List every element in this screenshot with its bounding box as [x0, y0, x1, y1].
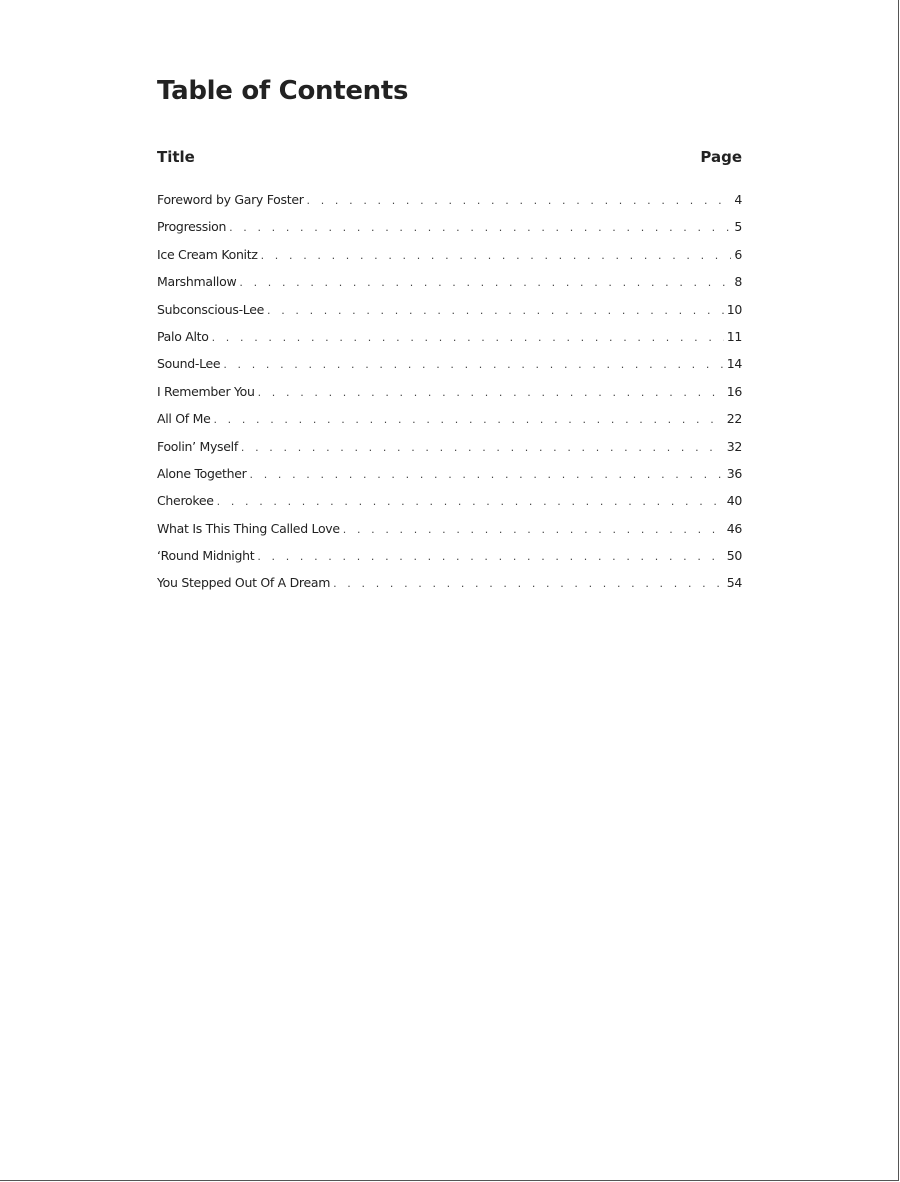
entry-title: What Is This Thing Called Love	[157, 520, 340, 536]
toc-entry	[157, 466, 742, 493]
entry-page: 6	[734, 246, 742, 262]
page-title: Table of Contents	[157, 76, 409, 106]
entry-title: Palo Alto	[157, 328, 209, 344]
entry-page: 46	[726, 520, 742, 536]
entry-title: Marshmallow	[157, 274, 237, 290]
entry-title: ‘Round Midnight	[157, 548, 255, 564]
dot-leader	[241, 441, 724, 454]
toc-entry	[157, 247, 742, 274]
entry-page: 11	[726, 328, 742, 344]
entry-title: Progression	[157, 219, 227, 235]
dot-leader	[223, 358, 723, 371]
entry-title: All Of Me	[157, 411, 211, 427]
toc-entry	[157, 192, 742, 219]
dot-leader	[217, 495, 724, 508]
dot-leader	[250, 468, 724, 481]
toc-entry	[157, 493, 742, 520]
entry-title: Alone Together	[157, 465, 247, 481]
entry-title: Foreword by Gary Foster	[157, 192, 304, 207]
dot-leader	[267, 304, 724, 317]
toc-entry	[157, 548, 742, 575]
toc-entry	[157, 439, 742, 466]
entry-page: 54	[726, 575, 742, 591]
page-column-label: Page	[700, 148, 742, 166]
toc-entry	[157, 302, 742, 329]
entry-page: 16	[726, 383, 742, 399]
entry-page: 32	[726, 438, 742, 454]
entry-title: Cherokee	[157, 493, 214, 509]
toc-list	[157, 192, 742, 603]
toc-column-header	[157, 148, 742, 166]
entry-title: Foolin’ Myself	[157, 438, 238, 454]
toc-entry	[157, 356, 742, 383]
dot-leader	[239, 276, 731, 289]
toc-entry	[157, 384, 742, 411]
toc-entry	[157, 219, 742, 246]
dot-leader	[258, 386, 724, 399]
dot-leader	[307, 194, 732, 207]
entry-page: 40	[726, 493, 742, 509]
title-column-label: Title	[157, 148, 195, 166]
entry-page: 22	[726, 411, 742, 427]
entry-title: I Remember You	[157, 383, 255, 399]
toc-entry	[157, 521, 742, 548]
toc-entry	[157, 411, 742, 438]
entry-page: 4	[734, 192, 742, 207]
toc-entry	[157, 575, 742, 602]
entry-title: Ice Cream Konitz	[157, 246, 258, 262]
entry-page: 14	[726, 356, 742, 372]
dot-leader	[261, 249, 732, 262]
entry-page: 50	[726, 548, 742, 564]
entry-page: 5	[734, 219, 742, 235]
entry-page: 8	[734, 274, 742, 290]
toc-entry	[157, 274, 742, 301]
entry-title: Subconscious-Lee	[157, 301, 265, 317]
entry-page: 36	[726, 465, 742, 481]
dot-leader	[229, 221, 731, 234]
dot-leader	[333, 577, 724, 590]
toc-entry	[157, 329, 742, 356]
dot-leader	[212, 331, 724, 344]
dot-leader	[257, 550, 723, 563]
dot-leader	[343, 523, 724, 536]
dot-leader	[213, 413, 723, 426]
entry-title: You Stepped Out Of A Dream	[157, 575, 331, 591]
entry-title: Sound-Lee	[157, 356, 221, 372]
entry-page: 10	[726, 301, 742, 317]
